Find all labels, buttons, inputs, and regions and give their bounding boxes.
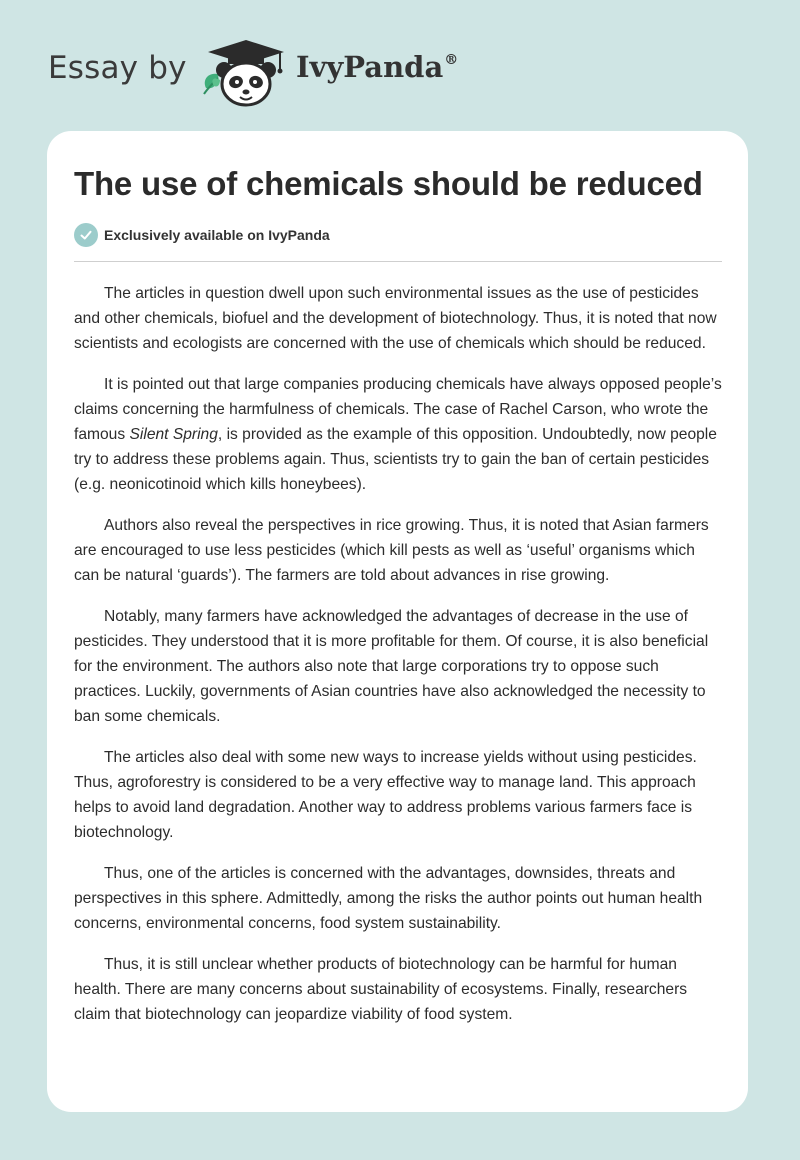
paragraph-5: The articles also deal with some new ways to increase yields without using pesticides. Thus, agroforestry is considered to be a very effective way to manage land. This approach helps to avoid land degradation. Another way to address problems various farmers face is biotechnology. xyxy=(74,749,697,841)
paragraph-6: Thus, one of the articles is concerned with the advantages, downsides, threats and perspectives in this sphere. Admittedly, among the risks the author points out human health concerns, environmental concerns, food system sustainability. xyxy=(74,865,703,932)
essay-card xyxy=(47,131,748,1112)
essay-by-label: Essay by xyxy=(48,50,187,86)
site-header xyxy=(0,0,800,130)
essay-title: The use of chemicals should be reduced xyxy=(74,165,703,202)
exclusive-badge xyxy=(74,222,330,248)
paragraph-2: It is pointed out that large companies producing chemicals have always opposed people’s claims concerning the harmfulness of chemicals. The case of Rachel Carson, who wrote the famous Silent Spring, is provided as the example of this opposition. Undoubtedly, now people try to address these problems again. Thus, scientists try to gain the ban of certain pesticides (e.g. neonicotinoid which kills honeybees). xyxy=(74,376,722,493)
exclusive-badge-label: Exclusively available on IvyPanda xyxy=(104,227,330,243)
paragraph-4: Notably, many farmers have acknowledged the advantages of decrease in the use of pesticides. They understood that it is more profitable for them. Of course, it is also beneficial for the environment. The authors also note that large corporations try to oppose such practices. Luckily, governments of Asian countries have also acknowledged the necessity to ban some chemicals. xyxy=(74,608,709,725)
trademark-symbol: ® xyxy=(444,52,459,68)
paragraph-7: Thus, it is still unclear whether products of biotechnology can be harmful for human health. There are many concerns about sustainability of ecosystems. Finally, researchers claim that biotechnology can jeopardize viability of food system. xyxy=(74,956,688,1023)
brand-name[interactable]: IvyPanda® xyxy=(296,50,459,84)
panda-graduate-logo-icon[interactable] xyxy=(200,36,292,110)
paragraph-3: Authors also reveal the perspectives in rice growing. Thus, it is noted that Asian farmers are encouraged to use less pesticides (which kill pests as well as ‘useful’ organisms which can be natural ‘guards’). The farmers are told about advances in rise growing. xyxy=(74,517,709,584)
book-title: Silent Spring xyxy=(129,426,218,443)
check-circle-icon xyxy=(74,223,98,247)
essay-body xyxy=(74,281,722,1043)
paragraph-1: The articles in question dwell upon such environmental issues as the use of pesticides and other chemicals, biofuel and the development of biotechnology. Thus, it is noted that now scientists and ecologists are concerned with the use of chemicals which should be reduced. xyxy=(74,285,717,352)
title-divider xyxy=(74,261,722,262)
